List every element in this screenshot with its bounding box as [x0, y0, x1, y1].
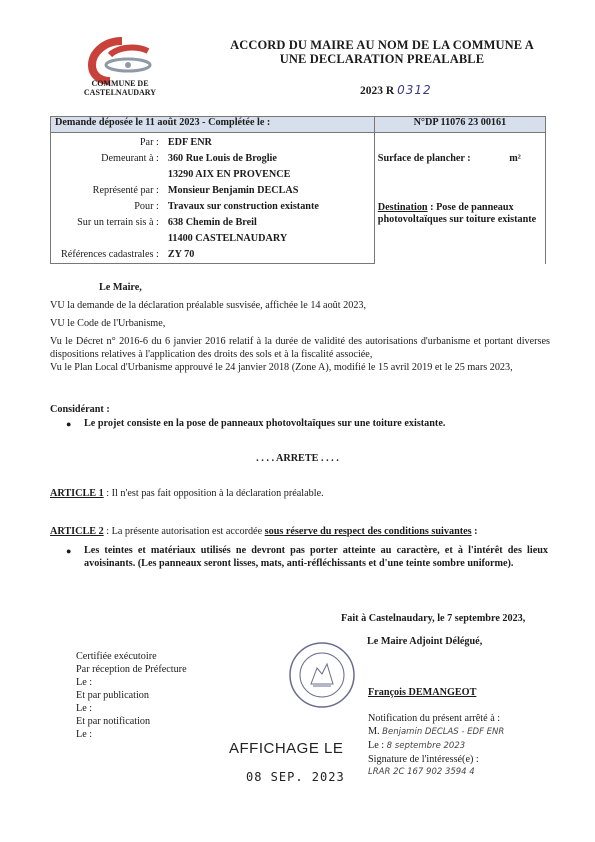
- considerant-heading: Considérant :: [50, 404, 110, 415]
- request-date-header: Demande déposée le 11 août 2023 - Complétée le :: [51, 117, 375, 133]
- dp-number-header: N°DP 11076 23 00161: [374, 117, 545, 133]
- destination-field: Destination : Pose de panneaux photovoltaïques sur toiture existante: [377, 202, 537, 225]
- certification-block: Certifiée exécutoire Par réception de Préfecture Le : Et par publication Le : Et par notification Le :: [76, 651, 187, 740]
- signature-place-date: Fait à Castelnaudary, le 7 septembre 2023,: [341, 613, 526, 624]
- signatory-name: François DEMANGEOT: [368, 687, 477, 698]
- surface-field: Surface de plancher : m²: [377, 153, 521, 164]
- handwritten-tracking-number: LRAR 2C 167 902 3594 4: [368, 767, 475, 777]
- bullet-icon: ●: [66, 419, 72, 429]
- considerant-item: Le projet consiste en la pose de panneaux photovoltaïques sur une toiture existante.: [84, 418, 446, 429]
- article-2-condition: Les teintes et matériaux utilisés ne devront pas porter atteinte au caractère, et à l'intérêt des lieux avoisinants. (Les panneaux seront lisses, mats, anti-réfléchissants et d'une teinte sombre uniforme).: [84, 545, 548, 569]
- document-title: ACCORD DU MAIRE AU NOM DE LA COMMUNE A UNE DECLARATION PREALABLE: [230, 38, 534, 66]
- signature-role: Le Maire Adjoint Délégué,: [367, 636, 483, 647]
- vu-decret: Vu le Décret n° 2016-6 du 6 janvier 2016 relatif à la durée de validité des autorisations d'urbanisme et portant diverses dispositions relatives à l'application des droits des sols et à la fiscalité associée,: [50, 336, 550, 360]
- table-header-row: [51, 117, 546, 133]
- vu-plu: Vu le Plan Local d'Urbanisme approuvé le 24 janvier 2018 (Zone A), modifié le 15 avril 2019 et le 25 mars 2023,: [50, 362, 513, 373]
- handwritten-notification-date: 8 septembre 2023: [386, 741, 466, 751]
- surface-destination-cell: [374, 133, 545, 264]
- vu-demande: VU la demande de la déclaration préalable susvisée, affichée le 14 août 2023,: [50, 300, 367, 311]
- handwritten-ref-number: 0312: [397, 83, 432, 97]
- article-1: ARTICLE 1 : Il n'est pas fait opposition à la déclaration préalable.: [50, 488, 324, 499]
- handwritten-recipient: Benjamin DECLAS - EDF ENR: [382, 727, 505, 737]
- affichage-date-stamp: 08 SEP. 2023: [246, 770, 345, 784]
- table-row: Par : EDF ENR Surface de plancher : m² Destination : Pose de panneaux photovoltaïques sur toiture existante: [51, 133, 546, 152]
- affichage-stamp: AFFICHAGE LE: [229, 740, 344, 757]
- request-info-table: Demande déposée le 11 août 2023 - Complétée le : N°DP 11076 23 00161 Par : EDF ENR Surface de plancher : m² Destination : Pose de panneaux photovoltaïques sur toiture existante Demeurant à : 360 Rue Louis de Broglie 13290 AIX EN PROVENCE Représenté par : Monsieur Benjamin DECLAS Pour : Travaux sur construction existante Sur un terrain sis à : 638 Chemin de Breil 11400 CASTELNAUDARY Références cadastrales : ZY 70: [50, 116, 546, 264]
- official-seal-stamp: [287, 640, 357, 710]
- bullet-icon: ●: [66, 546, 72, 556]
- notification-block: Notification du présent arrêté à : M. Benjamin DECLAS - EDF ENR Le : 8 septembre 2023 Signature de l'intéressé(e) : LRAR 2C 167 902 3594 4: [368, 712, 568, 779]
- le-maire-heading: Le Maire,: [99, 282, 142, 293]
- vu-code-urbanisme: VU le Code de l'Urbanisme,: [50, 318, 166, 329]
- document-reference: 2023 R 0312: [360, 83, 432, 97]
- article-2: ARTICLE 2 : La présente autorisation est accordée sous réserve du respect des conditions suivantes :: [50, 526, 478, 537]
- commune-label: COMMUNE DE CASTELNAUDARY: [83, 79, 157, 97]
- arrete-heading: . . . . ARRETE . . . .: [256, 453, 339, 464]
